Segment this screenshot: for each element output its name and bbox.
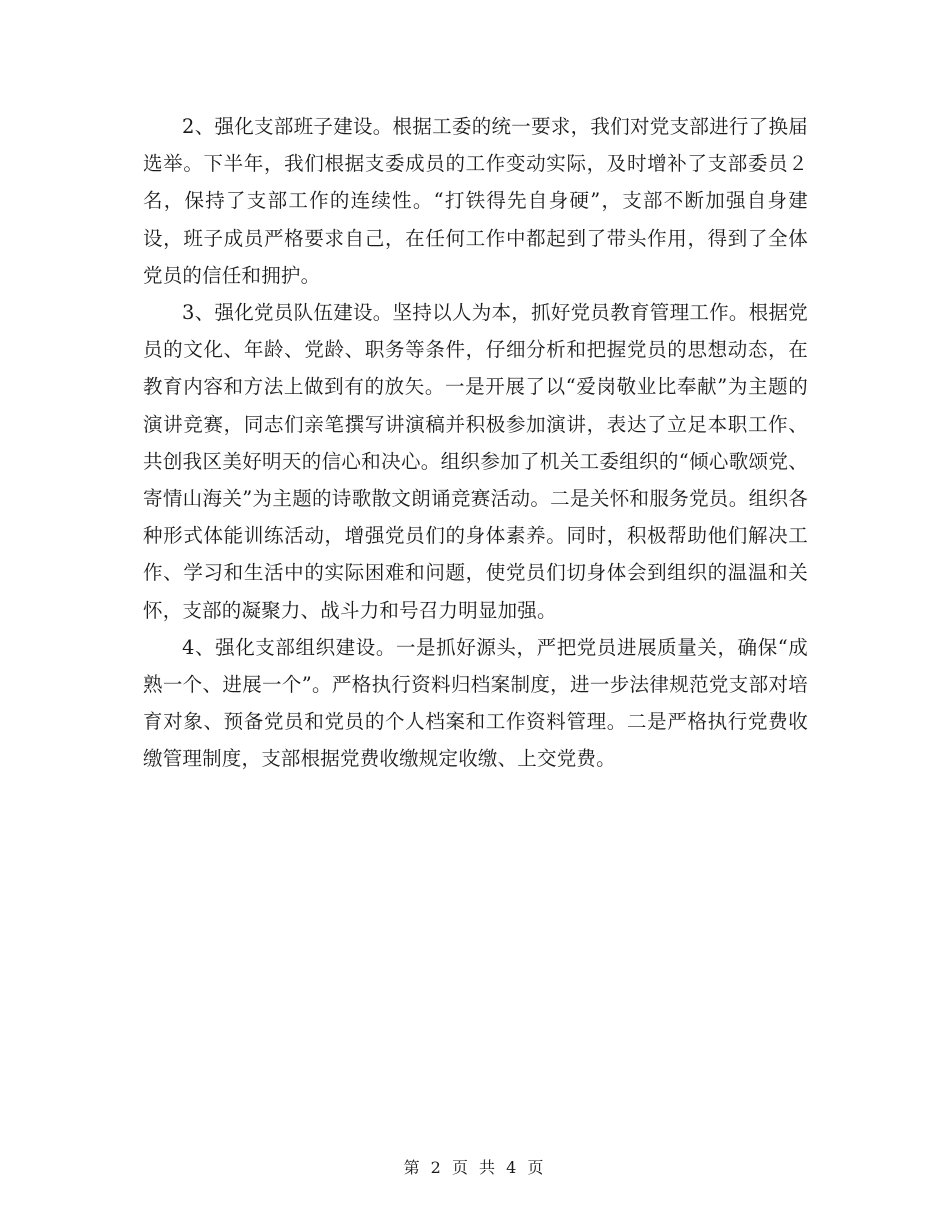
paragraph-branch-leadership: 2、强化支部班子建设。根据工委的统一要求，我们对党支部进行了换届选举。下半年，我们根据支委成员的工作变动实际，及时增补了支部委员２名，保持了支部工作的连续性。“打铁得先自身硬”，支部不断加强自身建设，班子成员严格要求自己，在任何工作中都起到了带头作用，得到了全体党员的信任和拥护。 <box>143 115 808 287</box>
paragraph-member-team: 3、强化党员队伍建设。坚持以人为本，抓好党员教育管理工作。根据党员的文化、年龄、党龄、职务等条件，仔细分析和把握党员的思想动态，在教育内容和方法上做到有的放矢。一是开展了以“爱岗敬业比奉献”为主题的演讲竞赛，同志们亲笔撰写讲演稿并积极参加演讲，表达了立足本职工作、共创我区美好明天的信心和决心。组织参加了机关工委组织的“倾心歌颂党、寄情山海关”为主题的诗歌散文朗诵竞赛活动。二是关怀和服务党员。组织各种形式体能训练活动，增强党员们的身体素养。同时，积极帮助他们解决工作、学习和生活中的实际困难和问题，使党员们切身体会到组织的温温和关怀，支部的凝聚力、战斗力和号召力明显加强。 <box>143 301 808 622</box>
paragraph-branch-organization: 4、强化支部组织建设。一是抓好源头，严把党员进展质量关，确保“成熟一个、进展一个”。严格执行资料归档案制度，进一步法律规范党支部对培育对象、预备党员和党员的个人档案和工作资料管理。二是严格执行党费收缴管理制度，支部根据党费收缴规定收缴、上交党费。 <box>143 635 808 771</box>
page-number-footer: 第 2 页 共 4 页 <box>403 1158 547 1177</box>
document-body <box>143 108 808 778</box>
